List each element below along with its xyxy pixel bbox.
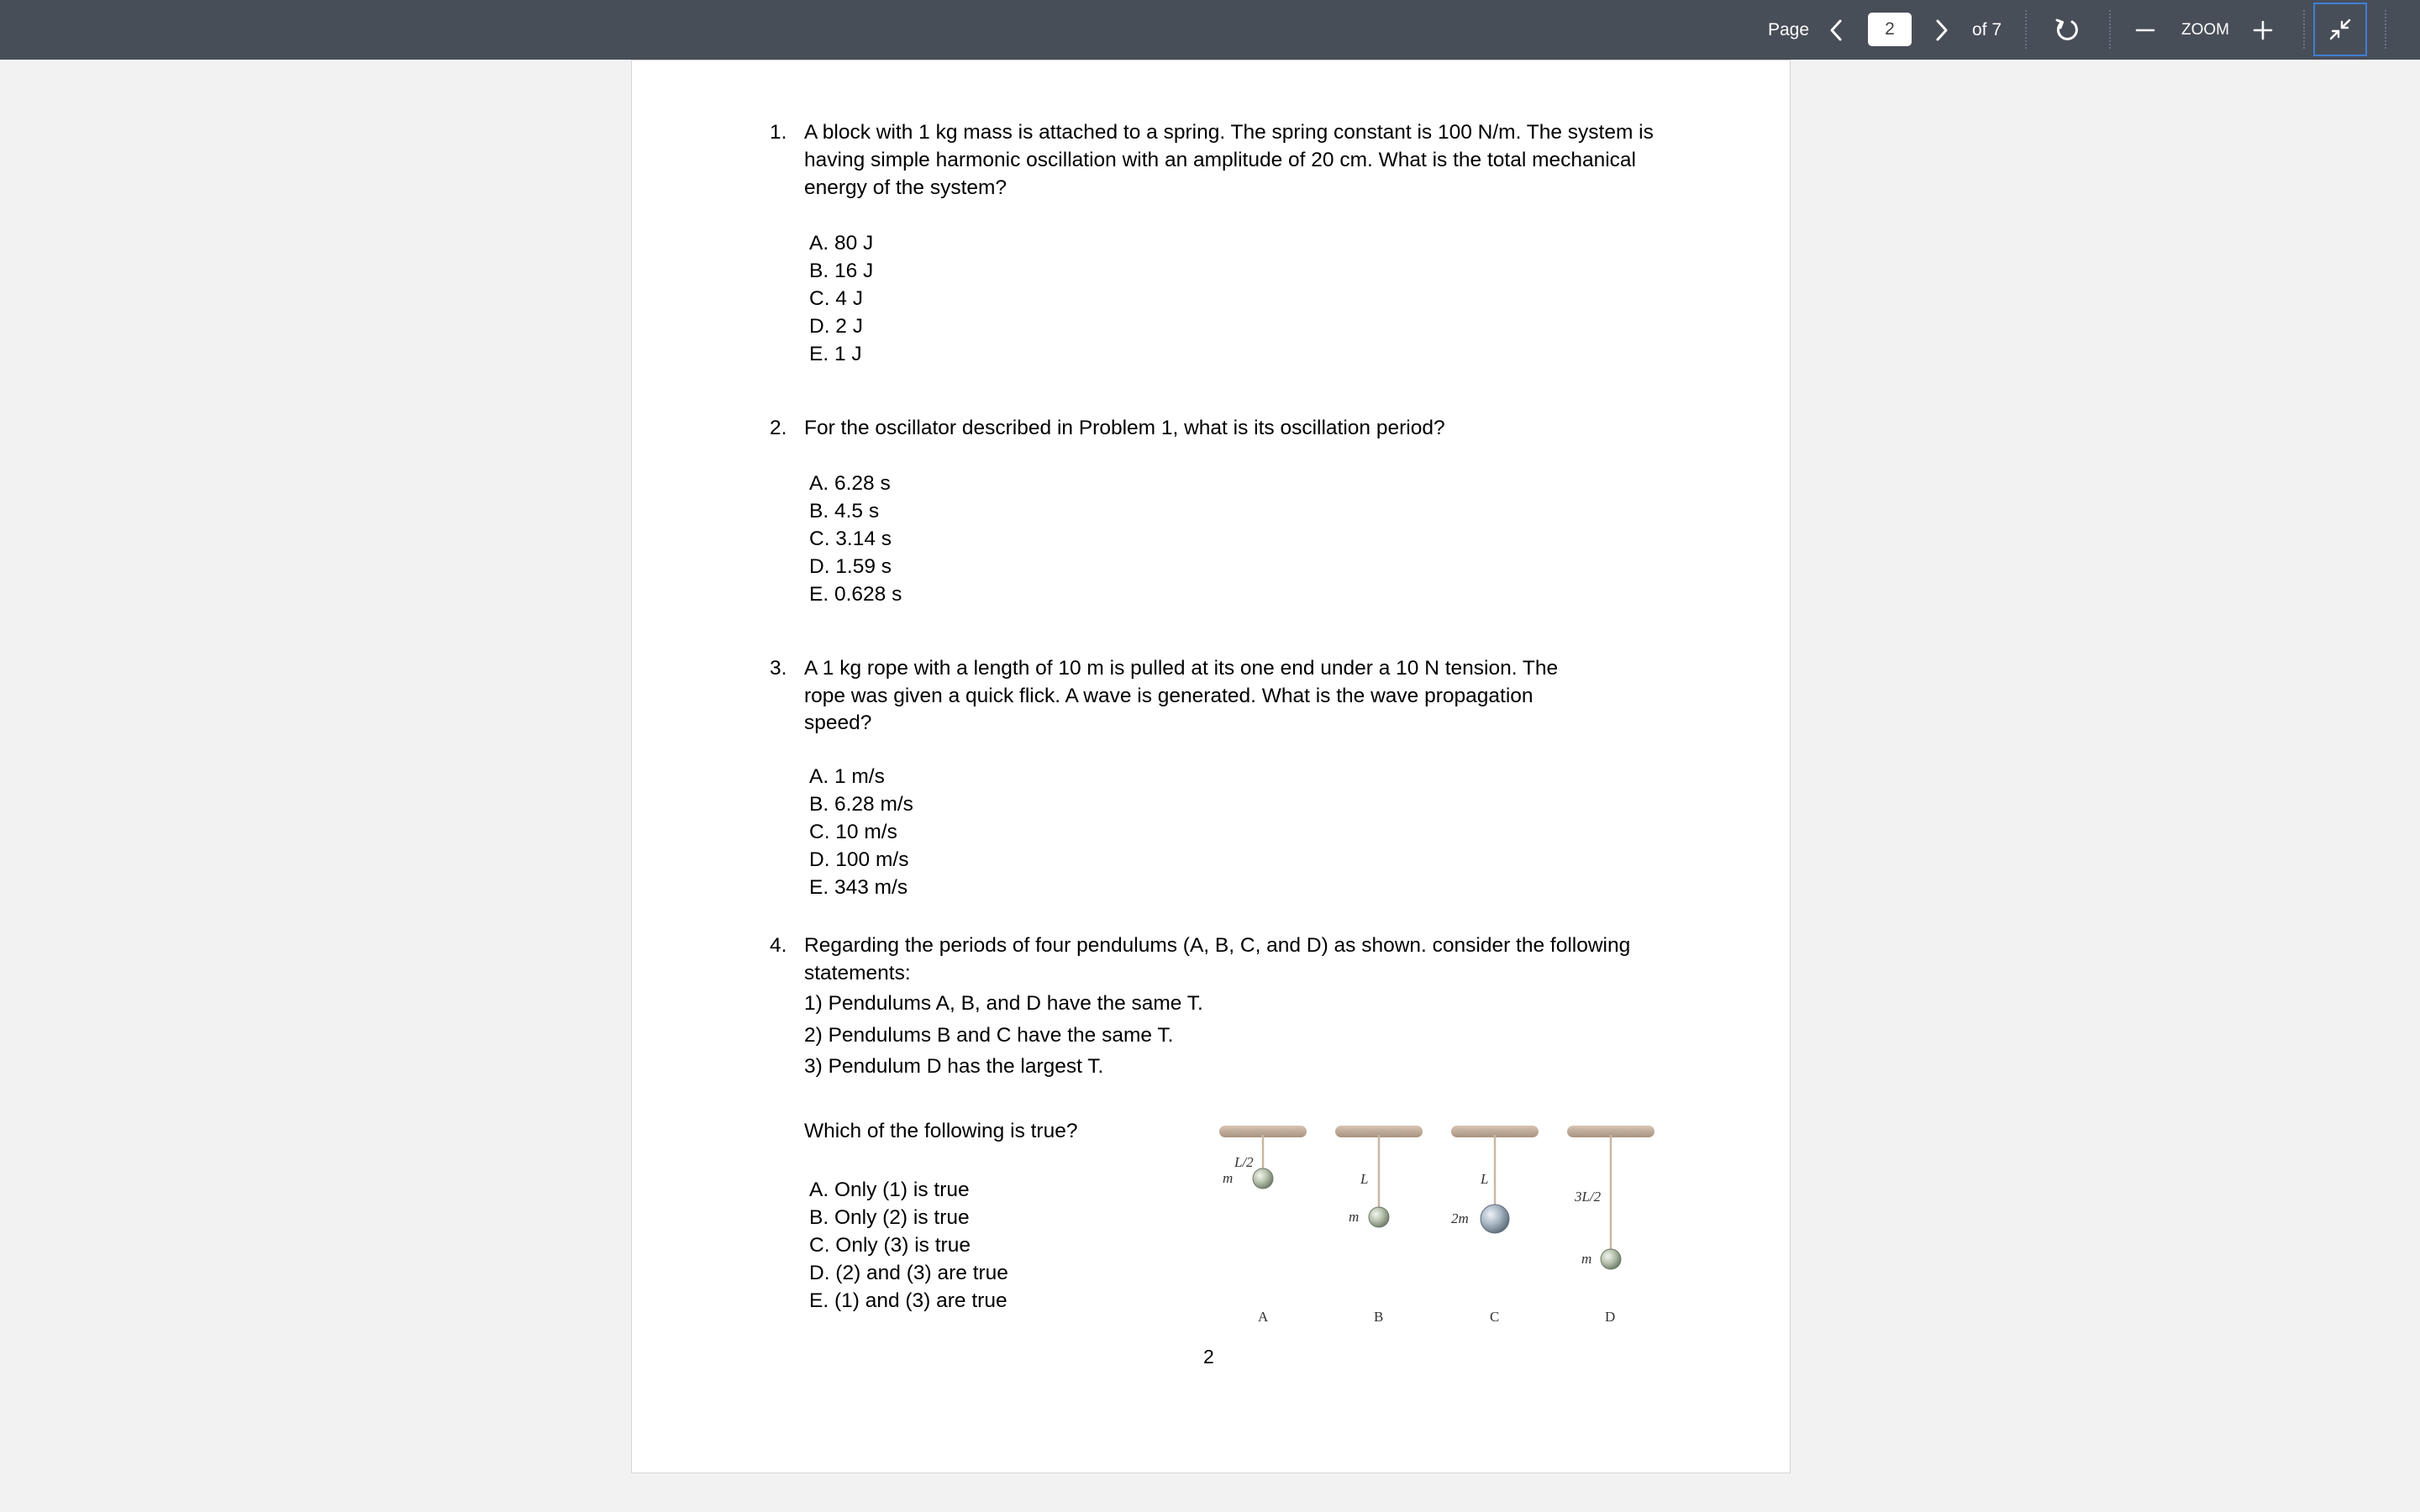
answer-option: E. 343 m/s bbox=[809, 876, 908, 899]
question-text-line: A 1 kg rope with a length of 10 m is pulled at its one end under a 10 N tension. The bbox=[804, 657, 1559, 680]
question-text-line: having simple harmonic oscillation with an amplitude of 20 cm. What is the total mechanical bbox=[804, 149, 1637, 171]
question-text-line: For the oscillator described in Problem 1, what is its oscillation period? bbox=[804, 417, 1445, 439]
answer-option: E. (1) and (3) are true bbox=[809, 1289, 1007, 1312]
answer-option: D. 100 m/s bbox=[809, 848, 909, 871]
rotate-button[interactable] bbox=[2049, 12, 2086, 49]
answer-option: B. 4.5 s bbox=[809, 500, 880, 522]
statement: 2) Pendulums B and C have the same T. bbox=[804, 1024, 1174, 1047]
toolbar-divider bbox=[2385, 10, 2386, 49]
answer-option: B. Only (2) is true bbox=[809, 1206, 970, 1229]
question-text-line: rope was given a quick flick. A wave is generated. What is the wave propagation bbox=[804, 685, 1534, 707]
previous-page-button[interactable] bbox=[1818, 12, 1855, 49]
mass-label: m bbox=[1223, 1170, 1234, 1186]
pdf-toolbar bbox=[0, 0, 2420, 60]
pendulum-bob bbox=[1369, 1207, 1389, 1227]
question-number: 1. bbox=[770, 121, 787, 144]
pendulum-name-label: D bbox=[1605, 1309, 1616, 1325]
page-number-input[interactable] bbox=[1868, 13, 1912, 46]
answer-option: A. Only (1) is true bbox=[809, 1179, 970, 1201]
answer-option: A. 1 m/s bbox=[809, 765, 885, 788]
answer-option: C. 10 m/s bbox=[809, 821, 897, 843]
question-text-line: speed? bbox=[804, 711, 872, 734]
pendulum-c bbox=[1451, 1126, 1539, 1325]
pendulum-bob bbox=[1481, 1205, 1509, 1233]
toolbar-divider bbox=[2025, 10, 2027, 49]
answer-option: D. (2) and (3) are true bbox=[809, 1262, 1008, 1284]
chevron-right-icon bbox=[1932, 18, 1950, 42]
statement: 1) Pendulums A, B, and D have the same T. bbox=[804, 992, 1203, 1015]
next-page-button[interactable] bbox=[1923, 12, 1960, 49]
statement: 3) Pendulum D has the largest T. bbox=[804, 1055, 1104, 1078]
pendulum-bob bbox=[1601, 1249, 1621, 1269]
toolbar-divider bbox=[2109, 10, 2111, 49]
pendulum-d bbox=[1567, 1126, 1655, 1325]
answer-option: C. 3.14 s bbox=[809, 528, 892, 550]
zoom-in-button[interactable] bbox=[2244, 12, 2281, 49]
question-text-line: statements: bbox=[804, 962, 911, 984]
question-number: 3. bbox=[770, 657, 787, 680]
length-label: L bbox=[1481, 1171, 1489, 1187]
answer-option: E. 0.628 s bbox=[809, 583, 902, 606]
zoom-label: ZOOM bbox=[2181, 20, 2229, 39]
length-label: L bbox=[1360, 1171, 1369, 1187]
page-label: Page bbox=[1768, 19, 1810, 39]
pendulum-bob bbox=[1253, 1168, 1273, 1189]
length-label: L/2 bbox=[1234, 1154, 1254, 1170]
pendulum-b bbox=[1335, 1126, 1423, 1325]
pendulum-figure bbox=[1207, 1047, 1661, 1333]
zoom-out-icon bbox=[2135, 20, 2155, 40]
pendulum-a bbox=[1219, 1126, 1307, 1325]
answer-option: B. 16 J bbox=[809, 260, 874, 282]
answer-option: E. 1 J bbox=[809, 343, 862, 365]
length-label: 3L/2 bbox=[1575, 1189, 1602, 1205]
mass-label: m bbox=[1581, 1251, 1592, 1267]
zoom-in-icon bbox=[2253, 20, 2273, 40]
toolbar-divider bbox=[2303, 10, 2305, 49]
question-number: 4. bbox=[770, 934, 787, 957]
document-page bbox=[631, 60, 1791, 1473]
answer-option: A. 80 J bbox=[809, 232, 874, 255]
mass-label: 2m bbox=[1451, 1210, 1469, 1226]
pendulum-name-label: A bbox=[1258, 1309, 1269, 1325]
answer-option: B. 6.28 m/s bbox=[809, 793, 913, 816]
exit-fullscreen-button[interactable] bbox=[2313, 3, 2367, 56]
answer-option: A. 6.28 s bbox=[809, 472, 891, 495]
answer-option: C. 4 J bbox=[809, 287, 863, 310]
page-count: of 7 bbox=[1972, 19, 2002, 39]
question-prompt: Which of the following is true? bbox=[804, 1120, 1078, 1142]
question-text-line: Regarding the periods of four pendulums (A, B, C, and D) as shown. consider the following bbox=[804, 934, 1631, 957]
answer-option: D. 2 J bbox=[809, 315, 863, 338]
zoom-out-button[interactable] bbox=[2127, 12, 2164, 49]
question-number: 2. bbox=[770, 417, 787, 439]
rotate-icon bbox=[2054, 17, 2081, 44]
pendulum-name-label: C bbox=[1490, 1309, 1500, 1325]
chevron-left-icon bbox=[1828, 18, 1846, 42]
page-number-footer: 2 bbox=[1203, 1346, 1214, 1368]
pendulum-name-label: B bbox=[1374, 1309, 1384, 1325]
exit-fullscreen-icon bbox=[2328, 17, 2353, 42]
answer-option: D. 1.59 s bbox=[809, 555, 892, 578]
answer-option: C. Only (3) is true bbox=[809, 1234, 971, 1257]
question-text-line: A block with 1 kg mass is attached to a spring. The spring constant is 100 N/m. The system is bbox=[804, 121, 1654, 144]
question-text-line: energy of the system? bbox=[804, 176, 1007, 199]
mass-label: m bbox=[1349, 1209, 1360, 1225]
